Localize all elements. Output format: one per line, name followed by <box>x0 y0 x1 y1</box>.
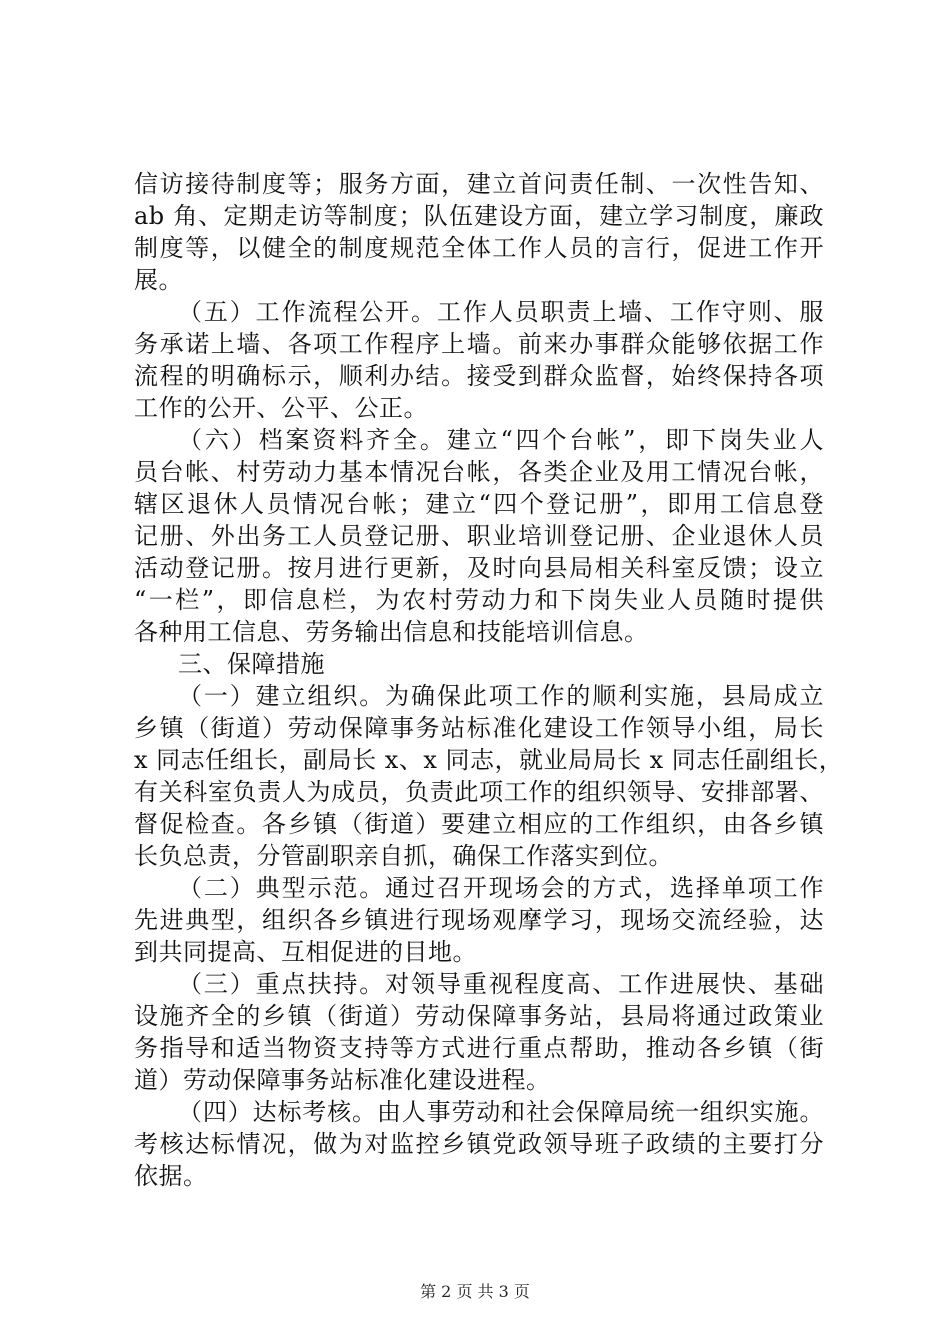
text-line: 制度等，以健全的制度规范全体工作人员的言行，促进工作开 <box>134 234 824 262</box>
text-line: 记册、外出务工人员登记册、职业培训登记册、企业退休人员 <box>134 522 824 550</box>
text-line: 道）劳动保障事务站标准化建设进程。 <box>134 1066 551 1094</box>
text-line: ab 角、定期走访等制度；队伍建设方面，建立学习制度，廉政 <box>134 202 824 230</box>
text-line: 有关科室负责人为成员，负责此项工作的组织领导、安排部署、 <box>134 778 824 806</box>
text-line: 先进典型，组织各乡镇进行现场观摩学习，现场交流经验，达 <box>134 906 824 934</box>
document-body <box>134 168 844 1192</box>
text-line: 依据。 <box>134 1162 208 1190</box>
text-line: 展。 <box>134 266 183 294</box>
text-line: 长负总责，分管副职亲自抓，确保工作落实到位。 <box>134 842 673 870</box>
text-line: 务承诺上墙、各项工作程序上墙。前来办事群众能够依据工作 <box>134 330 824 358</box>
text-line: 员台帐、村劳动力基本情况台帐，各类企业及用工情况台帐， <box>134 458 824 486</box>
text-line: 工作的公开、公平、公正。 <box>134 394 428 422</box>
text-line: （四）达标考核。由人事劳动和社会保障局统一组织实施。 <box>178 1098 824 1126</box>
text-line: 信访接待制度等；服务方面，建立首问责任制、一次性告知、 <box>134 170 824 198</box>
text-line: 各种用工信息、劳务输出信息和技能培训信息。 <box>134 618 649 646</box>
text-line: 乡镇（街道）劳动保障事务站标准化建设工作领导小组，局长 <box>134 714 824 742</box>
page-footer: 第 2 页 共 3 页 <box>420 1282 530 1301</box>
text-line: （五）工作流程公开。工作人员职责上墙、工作守则、服 <box>178 298 824 326</box>
text-line: 务指导和适当物资支持等方式进行重点帮助，推动各乡镇（街 <box>134 1034 824 1062</box>
text-line: 三、保障措施 <box>178 650 325 678</box>
text-line: 督促检查。各乡镇（街道）要建立相应的工作组织，由各乡镇 <box>134 810 824 838</box>
text-line: 流程的明确标示，顺利办结。接受到群众监督，始终保持各项 <box>134 362 824 390</box>
text-line: （三）重点扶持。对领导重视程度高、工作进展快、基础 <box>178 970 824 998</box>
text-line: “一栏”，即信息栏，为农村劳动力和下岗失业人员随时提供 <box>134 586 824 614</box>
text-line: （二）典型示范。通过召开现场会的方式，选择单项工作 <box>178 874 824 902</box>
text-line: （一）建立组织。为确保此项工作的顺利实施，县局成立 <box>178 682 824 710</box>
text-line: （六）档案资料齐全。建立“四个台帐”，即下岗失业人 <box>178 426 824 454</box>
text-line: 到共同提高、互相促进的目地。 <box>134 938 477 966</box>
text-line: 辖区退休人员情况台帐；建立“四个登记册”，即用工信息登 <box>134 490 824 518</box>
text-line: 设施齐全的乡镇（街道）劳动保障事务站，县局将通过政策业 <box>134 1002 824 1030</box>
text-line: 考核达标情况，做为对监控乡镇党政领导班子政绩的主要打分 <box>134 1130 824 1158</box>
text-line: 活动登记册。按月进行更新，及时向县局相关科室反馈；设立 <box>134 554 824 582</box>
text-line: x 同志任组长，副局长 x、x 同志，就业局局长 x 同志任副组长， <box>134 746 844 774</box>
